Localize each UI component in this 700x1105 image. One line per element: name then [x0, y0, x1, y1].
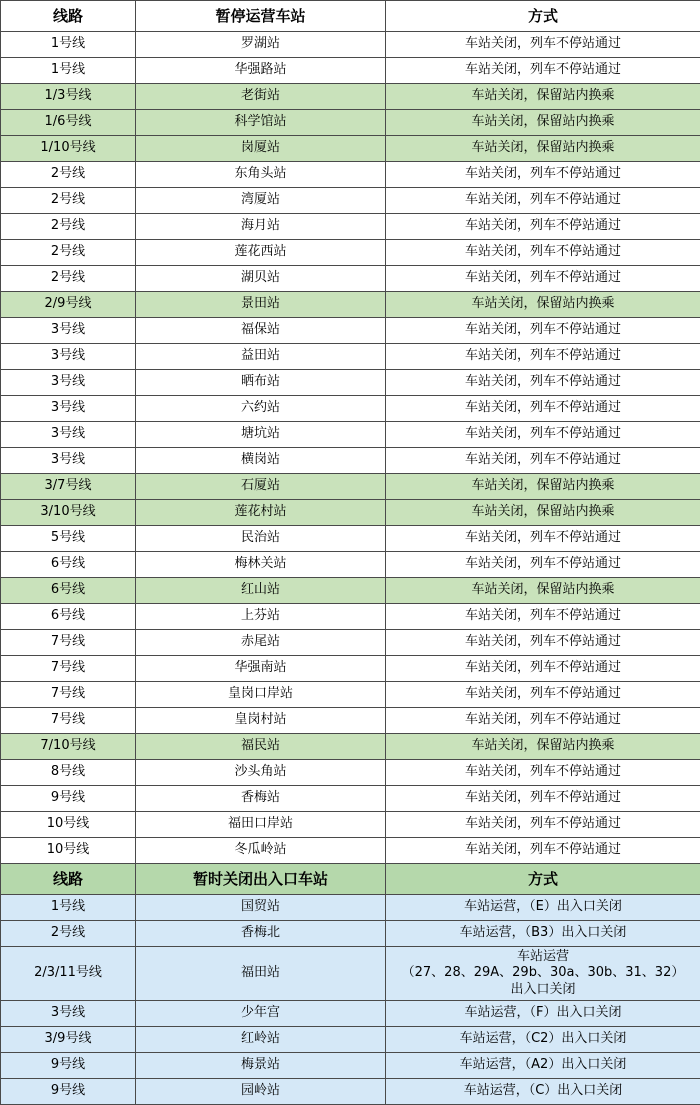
station-cell: 石厦站	[136, 474, 386, 500]
station-cell: 海月站	[136, 214, 386, 240]
line-cell: 10号线	[1, 838, 136, 864]
line-column-header-exits: 线路	[1, 864, 136, 895]
line-cell: 2号线	[1, 162, 136, 188]
table-row	[1, 1078, 700, 1104]
mode-cell: 车站运营，（A2）出入口关闭	[386, 1052, 700, 1078]
line-cell: 9号线	[1, 1078, 136, 1104]
mode-cell: 车站运营，（C）出入口关闭	[386, 1078, 700, 1104]
mode-cell: 车站关闭，保留站内换乘	[386, 734, 700, 760]
line-cell: 3/7号线	[1, 474, 136, 500]
station-cell: 红山站	[136, 578, 386, 604]
line-cell: 6号线	[1, 578, 136, 604]
mode-cell: 车站关闭，列车不停站通过	[386, 682, 700, 708]
table-header-row-suspended	[1, 1, 700, 32]
table-row	[1, 947, 700, 1001]
station-cell: 东角头站	[136, 162, 386, 188]
station-cell: 梅林关站	[136, 552, 386, 578]
table-row	[1, 370, 700, 396]
station-cell: 香梅站	[136, 786, 386, 812]
mode-cell: 车站关闭，列车不停站通过	[386, 318, 700, 344]
line-cell: 2号线	[1, 240, 136, 266]
table-row	[1, 58, 700, 84]
station-cell: 少年宫	[136, 1000, 386, 1026]
line-cell: 1号线	[1, 32, 136, 58]
mode-cell: 车站关闭，列车不停站通过	[386, 708, 700, 734]
station-cell: 红岭站	[136, 1026, 386, 1052]
mode-cell: 车站关闭，保留站内换乘	[386, 474, 700, 500]
line-cell: 3/9号线	[1, 1026, 136, 1052]
table-row	[1, 812, 700, 838]
line-cell: 7/10号线	[1, 734, 136, 760]
mode-cell: 车站关闭，列车不停站通过	[386, 58, 700, 84]
table-row	[1, 578, 700, 604]
mode-cell: 车站关闭，列车不停站通过	[386, 188, 700, 214]
mode-cell: 车站关闭，列车不停站通过	[386, 760, 700, 786]
station-cell: 湖贝站	[136, 266, 386, 292]
table-row	[1, 1000, 700, 1026]
mode-cell: 车站关闭，列车不停站通过	[386, 656, 700, 682]
table-row	[1, 396, 700, 422]
station-cell: 福民站	[136, 734, 386, 760]
station-cell: 塘坑站	[136, 422, 386, 448]
mode-cell: 车站关闭，列车不停站通过	[386, 448, 700, 474]
station-cell: 晒布站	[136, 370, 386, 396]
mode-cell: 车站运营，（E）出入口关闭	[386, 895, 700, 921]
station-cell: 横岗站	[136, 448, 386, 474]
mode-cell: 车站关闭，列车不停站通过	[386, 162, 700, 188]
line-cell: 2号线	[1, 214, 136, 240]
mode-cell: 车站关闭，保留站内换乘	[386, 292, 700, 318]
mode-cell: 车站关闭，列车不停站通过	[386, 32, 700, 58]
line-cell: 7号线	[1, 682, 136, 708]
table-header-row-exits	[1, 864, 700, 895]
line-cell: 2号线	[1, 266, 136, 292]
line-cell: 2/3/11号线	[1, 947, 136, 1001]
mode-cell: 车站关闭，列车不停站通过	[386, 214, 700, 240]
mode-cell: 车站运营，（F）出入口关闭	[386, 1000, 700, 1026]
mode-cell: 车站关闭，列车不停站通过	[386, 604, 700, 630]
table-row	[1, 734, 700, 760]
station-cell: 华强路站	[136, 58, 386, 84]
mode-cell: 车站运营，（B3）出入口关闭	[386, 921, 700, 947]
station-cell: 香梅北	[136, 921, 386, 947]
table-row	[1, 214, 700, 240]
table-row	[1, 292, 700, 318]
table-row	[1, 921, 700, 947]
mode-column-header-suspended: 方式	[386, 1, 700, 32]
mode-column-header-exits: 方式	[386, 864, 700, 895]
table-row	[1, 240, 700, 266]
line-cell: 3号线	[1, 318, 136, 344]
line-cell: 5号线	[1, 526, 136, 552]
line-cell: 10号线	[1, 812, 136, 838]
station-cell: 国贸站	[136, 895, 386, 921]
mode-cell: 车站关闭，列车不停站通过	[386, 552, 700, 578]
table-row	[1, 838, 700, 864]
station-cell: 赤尾站	[136, 630, 386, 656]
station-cell: 科学馆站	[136, 110, 386, 136]
mode-cell: 车站关闭，列车不停站通过	[386, 630, 700, 656]
station-cell: 罗湖站	[136, 32, 386, 58]
table-row	[1, 344, 700, 370]
line-cell: 3号线	[1, 370, 136, 396]
table-row	[1, 84, 700, 110]
station-cell: 皇岗村站	[136, 708, 386, 734]
line-cell: 7号线	[1, 630, 136, 656]
line-cell: 7号线	[1, 708, 136, 734]
line-cell: 3号线	[1, 344, 136, 370]
line-cell: 1号线	[1, 895, 136, 921]
table-row	[1, 110, 700, 136]
table-row	[1, 188, 700, 214]
line-cell: 2号线	[1, 188, 136, 214]
line-cell: 6号线	[1, 604, 136, 630]
station-cell: 冬瓜岭站	[136, 838, 386, 864]
line-cell: 1号线	[1, 58, 136, 84]
mode-cell: 车站关闭，列车不停站通过	[386, 396, 700, 422]
line-cell: 1/10号线	[1, 136, 136, 162]
table-row	[1, 1052, 700, 1078]
table-row	[1, 656, 700, 682]
line-cell: 3号线	[1, 1000, 136, 1026]
station-cell: 福保站	[136, 318, 386, 344]
table-row	[1, 422, 700, 448]
station-cell: 皇岗口岸站	[136, 682, 386, 708]
mode-cell: 车站关闭，列车不停站通过	[386, 422, 700, 448]
mode-cell: 车站关闭，列车不停站通过	[386, 266, 700, 292]
table-row	[1, 136, 700, 162]
line-cell: 1/6号线	[1, 110, 136, 136]
line-cell: 9号线	[1, 786, 136, 812]
table-row	[1, 266, 700, 292]
station-cell: 莲花西站	[136, 240, 386, 266]
line-column-header-suspended: 线路	[1, 1, 136, 32]
station-cell: 上芬站	[136, 604, 386, 630]
line-cell: 3号线	[1, 448, 136, 474]
mode-cell: 车站关闭，保留站内换乘	[386, 110, 700, 136]
table-row	[1, 786, 700, 812]
mode-cell: 车站关闭，列车不停站通过	[386, 812, 700, 838]
mode-cell: 车站关闭，保留站内换乘	[386, 136, 700, 162]
table-row	[1, 708, 700, 734]
station-cell: 六约站	[136, 396, 386, 422]
station-cell: 景田站	[136, 292, 386, 318]
line-cell: 9号线	[1, 1052, 136, 1078]
mode-cell: 车站关闭，列车不停站通过	[386, 240, 700, 266]
mode-cell: 车站关闭，保留站内换乘	[386, 578, 700, 604]
table-row	[1, 682, 700, 708]
table-row	[1, 895, 700, 921]
mode-cell: 车站运营，（C2）出入口关闭	[386, 1026, 700, 1052]
station-cell: 莲花村站	[136, 500, 386, 526]
table-row	[1, 760, 700, 786]
table-row	[1, 474, 700, 500]
mode-cell: 车站关闭，列车不停站通过	[386, 786, 700, 812]
station-column-header-suspended: 暂停运营车站	[136, 1, 386, 32]
line-cell: 1/3号线	[1, 84, 136, 110]
mode-cell: 车站关闭，列车不停站通过	[386, 526, 700, 552]
table-row	[1, 630, 700, 656]
line-cell: 8号线	[1, 760, 136, 786]
station-cell: 老街站	[136, 84, 386, 110]
line-cell: 3/10号线	[1, 500, 136, 526]
mode-cell: 车站关闭，列车不停站通过	[386, 370, 700, 396]
table-row	[1, 604, 700, 630]
mode-cell: 车站运营 （27、28、29A、29b、30a、30b、31、32） 出入口关闭	[386, 947, 700, 1001]
line-cell: 2号线	[1, 921, 136, 947]
mode-cell: 车站关闭，列车不停站通过	[386, 838, 700, 864]
table-row	[1, 162, 700, 188]
station-cell: 华强南站	[136, 656, 386, 682]
table-row	[1, 448, 700, 474]
station-cell: 福田口岸站	[136, 812, 386, 838]
table-row	[1, 318, 700, 344]
line-cell: 2/9号线	[1, 292, 136, 318]
station-cell: 湾厦站	[136, 188, 386, 214]
line-cell: 3号线	[1, 396, 136, 422]
line-cell: 6号线	[1, 552, 136, 578]
mode-cell: 车站关闭，保留站内换乘	[386, 500, 700, 526]
station-cell: 梅景站	[136, 1052, 386, 1078]
table-row	[1, 32, 700, 58]
station-cell: 福田站	[136, 947, 386, 1001]
table-row	[1, 500, 700, 526]
station-cell: 益田站	[136, 344, 386, 370]
table-row	[1, 552, 700, 578]
station-cell: 园岭站	[136, 1078, 386, 1104]
station-cell: 民治站	[136, 526, 386, 552]
table-row	[1, 1026, 700, 1052]
mode-cell: 车站关闭，列车不停站通过	[386, 344, 700, 370]
station-cell: 沙头角站	[136, 760, 386, 786]
station-cell: 岗厦站	[136, 136, 386, 162]
mode-cell: 车站关闭，保留站内换乘	[386, 84, 700, 110]
station-column-header-exits: 暂时关闭出入口车站	[136, 864, 386, 895]
table-row	[1, 526, 700, 552]
line-cell: 3号线	[1, 422, 136, 448]
line-cell: 7号线	[1, 656, 136, 682]
